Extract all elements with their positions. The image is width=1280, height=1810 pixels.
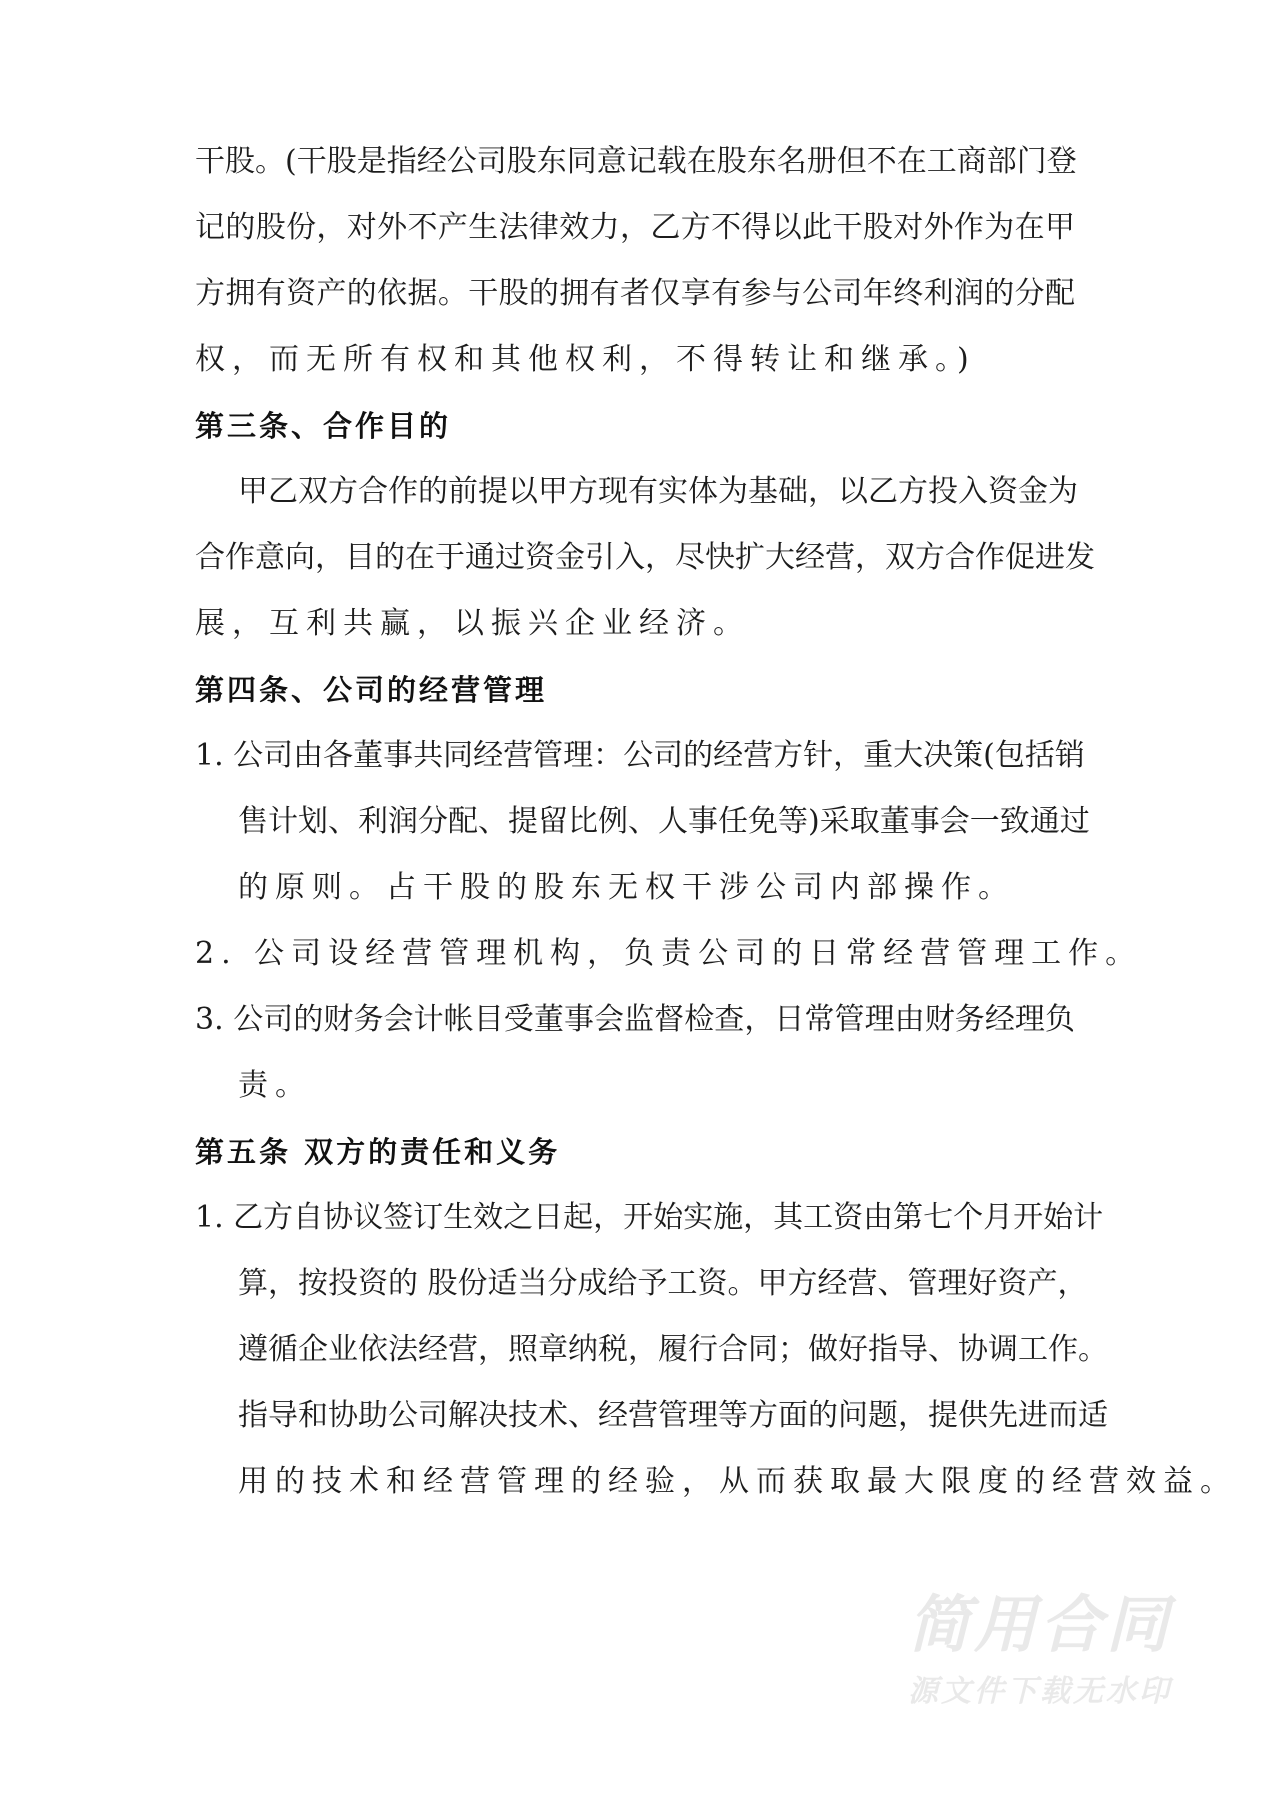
list-item-line: 1. 公司由各董事共同经营管理：公司的经营方针，重大决策(包括销 xyxy=(195,738,1085,773)
list-item-line: 遵循企业依法经营，照章纳税，履行合同；做好指导、协调工作。 xyxy=(238,1332,1108,1367)
list-item-line: 指导和协助公司解决技术、经营管理等方面的问题，提供先进而适 xyxy=(238,1398,1108,1433)
watermark-title: 简用合同 xyxy=(907,1588,1172,1661)
list-item-line: 用的技术和经营管理的经验，从而获取最大限度的经营效益。 xyxy=(238,1464,1237,1499)
list-item-line: 1. 乙方自协议签订生效之日起，开始实施，其工资由第七个月开始计 xyxy=(195,1200,1104,1235)
paragraph-line: 权，而无所有权和其他权利，不得转让和继承。) xyxy=(195,342,976,377)
list-item-line: 3. 公司的财务会计帐目受董事会监督检查，日常管理由财务经理负 xyxy=(195,1002,1075,1037)
paragraph-line: 甲乙双方合作的前提以甲方现有实体为基础，以乙方投入资金为 xyxy=(238,474,1078,509)
watermark-subtitle: 源文件下载无水印 xyxy=(908,1674,1172,1709)
paragraph-line: 方拥有资产的依据。干股的拥有者仅享有参与公司年终利润的分配 xyxy=(195,276,1075,311)
article-4-heading: 第四条、公司的经营管理 xyxy=(195,673,548,707)
list-item-line: 的原则。占干股的股东无权干涉公司内部操作。 xyxy=(238,870,1015,905)
list-item-line: 责。 xyxy=(238,1068,312,1103)
watermark xyxy=(880,1590,1200,1712)
article-3-heading: 第三条、合作目的 xyxy=(195,409,452,443)
paragraph-line: 合作意向，目的在于通过资金引入，尽快扩大经营，双方合作促进发 xyxy=(195,540,1095,575)
list-item-line: 2. 公司设经营管理机构，负责公司的日常经营管理工作。 xyxy=(195,936,1143,971)
paragraph-line: 记的股份，对外不产生法律效力，乙方不得以此干股对外作为在甲 xyxy=(195,210,1075,245)
paragraph-line: 干股。(干股是指经公司股东同意记载在股东名册但不在工商部门登 xyxy=(195,144,1077,179)
list-item-line: 售计划、利润分配、提留比例、人事任免等)采取董事会一致通过 xyxy=(238,804,1090,839)
paragraph-line: 展，互利共赢，以振兴企业经济。 xyxy=(195,606,750,641)
article-5-heading: 第五条 双方的责任和义务 xyxy=(195,1135,561,1169)
list-item-line: 算，按投资的 股份适当分成给予工资。甲方经营、管理好资产， xyxy=(238,1266,1088,1301)
